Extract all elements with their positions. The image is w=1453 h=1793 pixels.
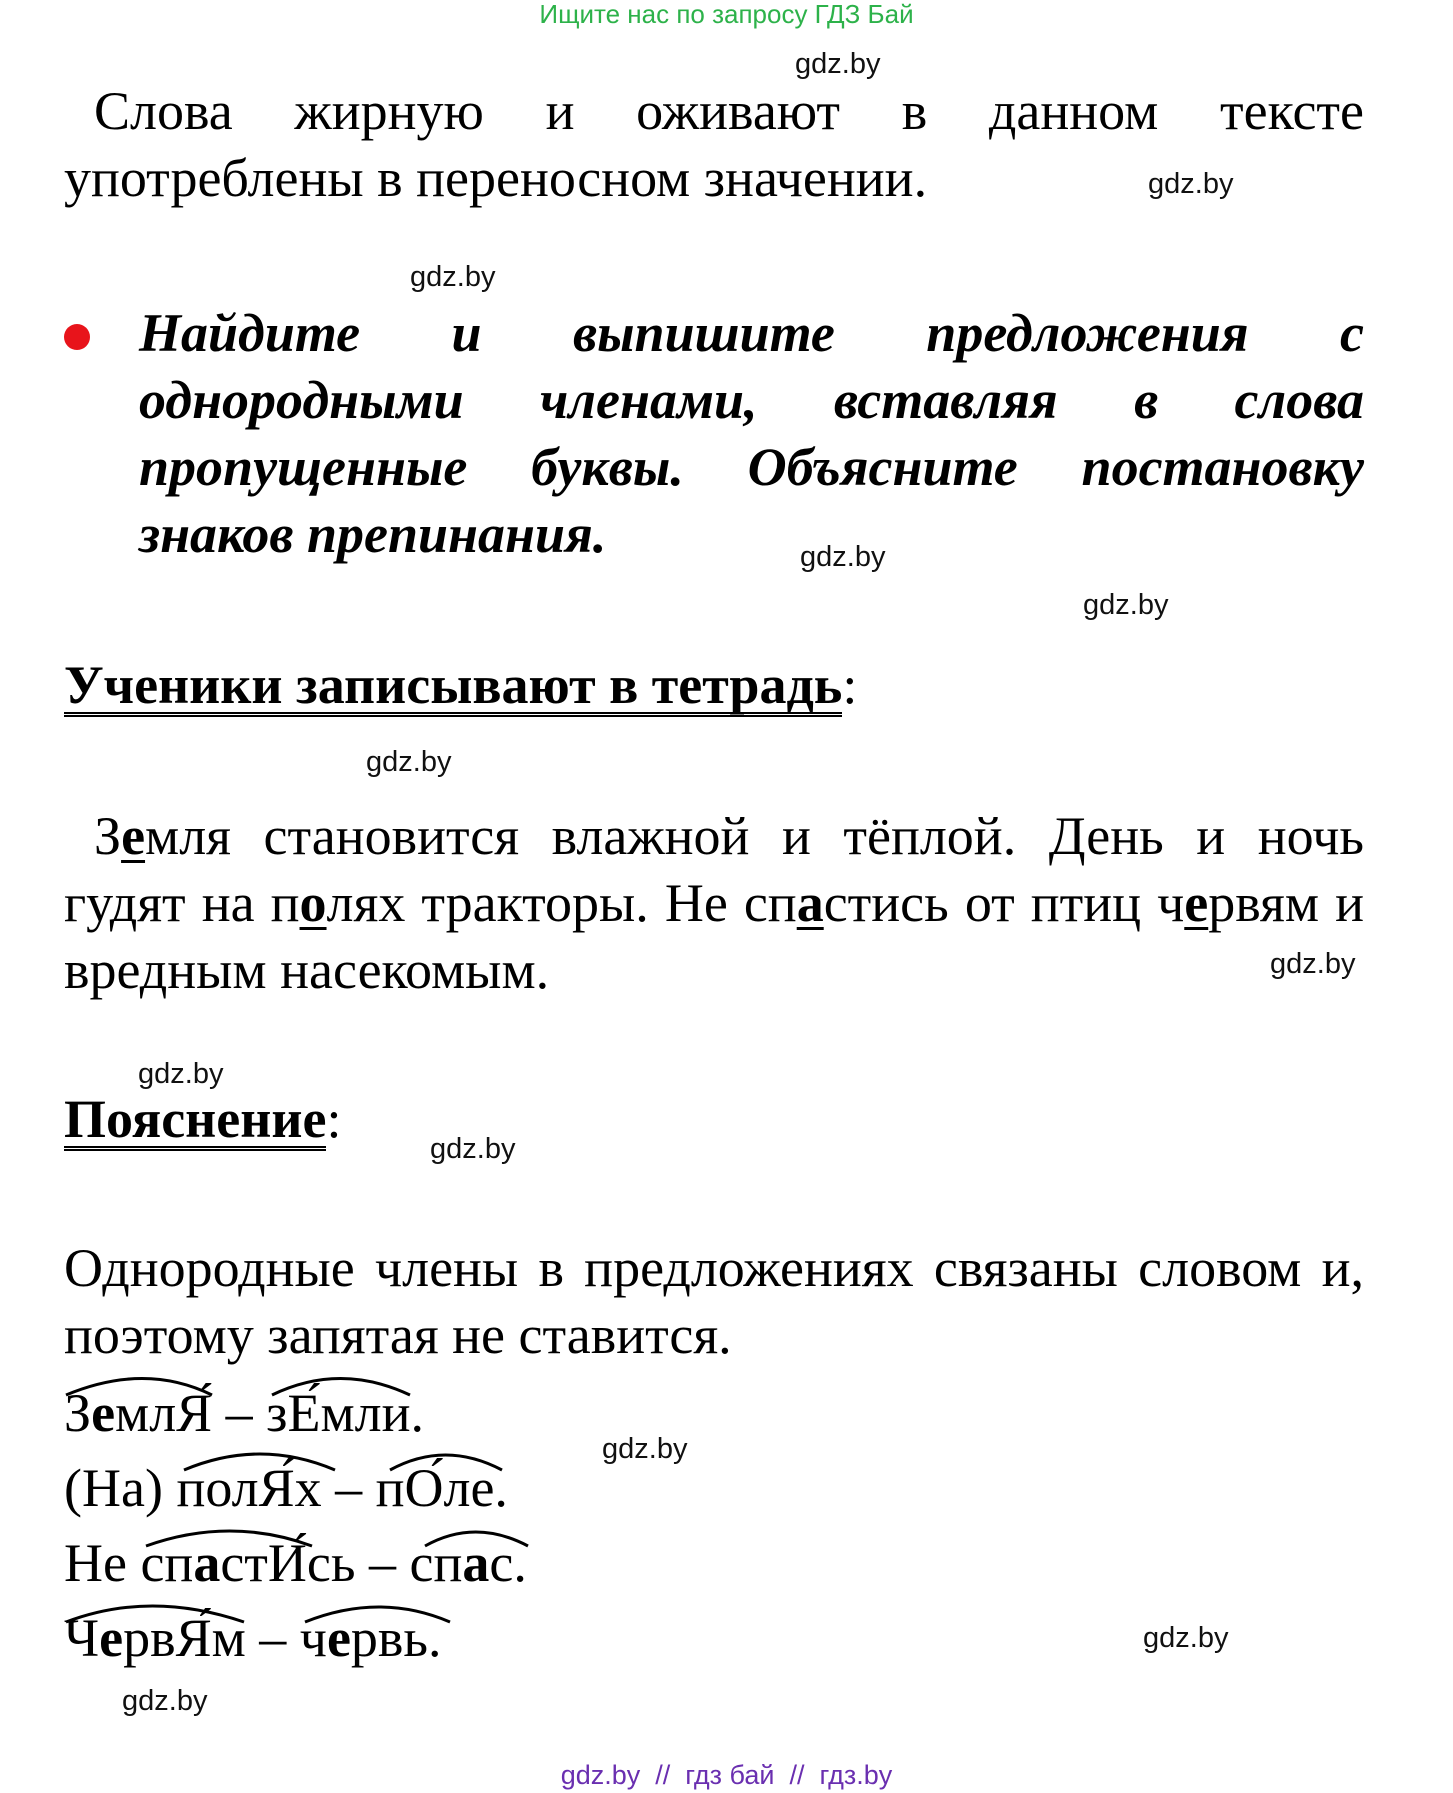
explanation-heading [64,1086,341,1153]
morph-line-3 [64,1530,527,1597]
watermark: gdz.by [138,1058,224,1090]
word-part: стИ́сь [220,1533,356,1593]
inserted-letter: е [1184,873,1209,933]
inserted-letter: а [796,873,824,933]
answer-text: мля становится влажной и тёплой. День и ночь гудят на п [64,806,1364,933]
word-part: мли. [320,1383,425,1443]
morph-line-4 [64,1605,442,1672]
word-part: Я́х [258,1458,322,1518]
intro-paragraph [64,78,1364,212]
explanation-line-2: и, поэтому запятая не ставится. [64,1238,1365,1365]
word-part: зЕ́ [266,1383,321,1443]
explanation-heading-label: Пояснение [64,1089,327,1149]
notebook-heading-label: Ученики записывают в тетрадь [64,655,843,715]
explanation-paragraph [64,1235,1364,1369]
word-part: л [231,1458,259,1518]
intro-line-1: Слова жирную и оживают в данном тексте [94,81,1364,141]
top-banner[interactable]: Ищите нас по запросу ГДЗ Бай [539,0,914,29]
morph-line-1 [64,1380,424,1447]
word-part: рвь. [350,1608,442,1668]
footer-links[interactable]: gdz.by // гдз бай // гдз.by [560,1760,893,1790]
notebook-heading [64,652,857,719]
word-part: сп [140,1533,194,1593]
word-part: с. [489,1533,527,1593]
watermark: gdz.by [410,261,496,293]
answer-text: рвям и вредным насекомым. [64,873,1364,1000]
task-instruction: Найдите и выпишите предложения с однородными членами, вставляя в слова пропущенные буквы. Объясните постановку знаков препинания. [139,303,1364,564]
stressed-letter: а [462,1533,490,1593]
watermark: gdz.by [1143,1622,1229,1654]
stressed-letter: е [326,1608,351,1668]
word-part: сп [409,1533,463,1593]
watermark: gdz.by [1083,589,1169,621]
watermark: gdz.by [1270,948,1356,980]
answer-paragraph [64,803,1364,1004]
bullet-icon [64,324,90,350]
watermark: gdz.by [800,541,886,573]
notebook-heading-colon: : [842,655,858,715]
watermark: gdz.by [122,1685,208,1717]
word-part: Не [64,1533,141,1593]
dash: – [321,1458,376,1518]
inserted-letter: е [121,806,146,866]
watermark: gdz.by [1148,168,1234,200]
word-part: З [64,1383,92,1443]
dash: – [245,1608,300,1668]
explanation-line-1: Однородные члены в предложениях связаны словом [64,1238,1302,1298]
dash: – [355,1533,410,1593]
morph-line-2 [64,1455,508,1522]
word-part: рвЯ́м [123,1608,246,1668]
dash: – [212,1383,267,1443]
answer-text: лях тракторы. Не сп [326,873,797,933]
stressed-letter: е [91,1383,116,1443]
stressed-letter: а [193,1533,221,1593]
stressed-letter: е [99,1608,124,1668]
word-part: пО́ [375,1458,444,1518]
watermark: gdz.by [430,1133,516,1165]
word-part: ч [299,1608,327,1668]
answer-text: стись от птиц ч [823,873,1185,933]
answer-text: З [94,806,122,866]
word-part: млЯ́ [115,1383,213,1443]
intro-line-2: употреблены в переносном значении. [64,148,928,208]
word-part: Ч [64,1608,100,1668]
explanation-heading-colon: : [326,1089,342,1149]
watermark: gdz.by [795,48,881,80]
watermark: gdz.by [366,746,452,778]
word-part: по [176,1458,232,1518]
watermark: gdz.by [602,1433,688,1465]
word-part: ле. [443,1458,508,1518]
inserted-letter: о [299,873,327,933]
word-part: (На) [64,1458,177,1518]
